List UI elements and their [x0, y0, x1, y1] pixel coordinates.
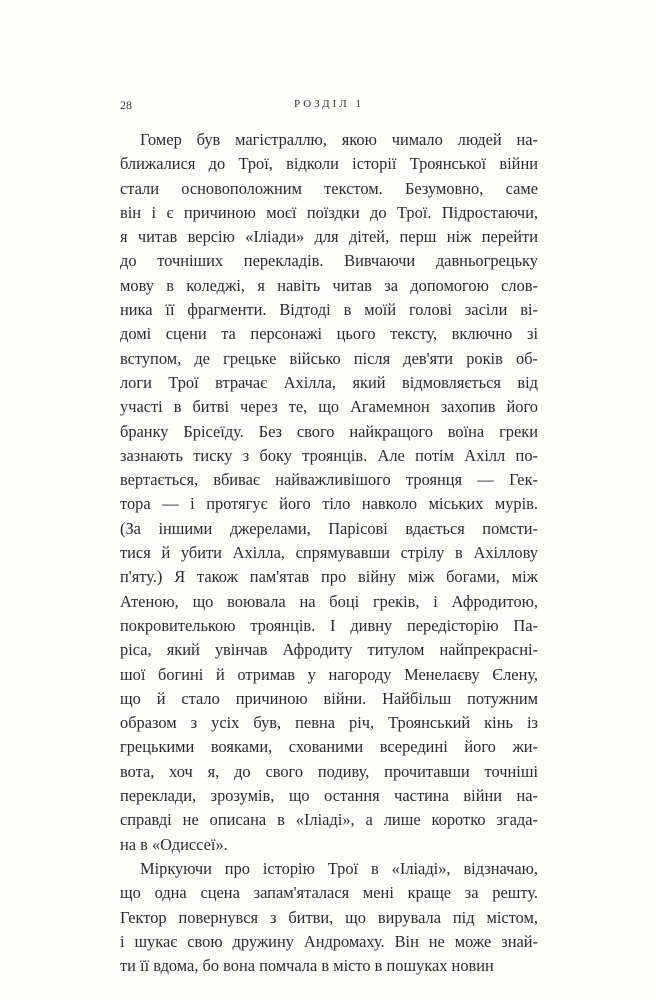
- text-line: мову в коледжі, я навіть читав за допомогою слов-: [120, 275, 538, 295]
- text-line: переклади, зрозумів, що остання частина війни на-: [120, 786, 538, 806]
- text-line: Гомер був магістраллю, якою чимало людей на-: [140, 130, 538, 149]
- text-line: логи Трої втрачає Ахілла, який відмовляється від: [120, 372, 538, 392]
- text-line: участі в битві через те, що Агамемнон захопив його: [120, 397, 538, 417]
- text-line: Міркуючи про історію Трої в «Іліаді», відзначаю,: [140, 858, 538, 878]
- text-line: стали основоположним текстом. Безумовно, саме: [120, 178, 538, 198]
- text-line: шої богині й отримав у нагороду Менелаєву Єлену,: [120, 664, 538, 684]
- text-line: вступом, де грецьке військо після дев'яти років об-: [120, 348, 538, 368]
- text-line: він і є причиною моєї поїздки до Трої. Підростаючи,: [120, 202, 538, 222]
- text-line: ника її фрагменти. Відтоді в моїй голові засіли ві-: [120, 300, 538, 320]
- text-line: що одна сцена запам'яталася мені краще за решту.: [120, 883, 538, 903]
- text-line: справді не описана в «Іліаді», а лише коротко згада-: [120, 810, 538, 830]
- chapter-label: РОЗДІЛ 1: [294, 98, 364, 110]
- text-line: грецькими вояками, схованими всередині його жи-: [120, 737, 538, 757]
- text-line: на в «Одиссеї».: [120, 834, 228, 854]
- text-line: ближалися до Трої, відколи історії Троянської війни: [120, 154, 538, 174]
- text-line: що й стало причиною війни. Найбільш потужним: [120, 688, 538, 708]
- text-line: зазнають тиску з боку троянців. Але потім Ахілл по-: [120, 445, 538, 465]
- running-head: [120, 98, 538, 118]
- page-number: 28: [120, 98, 132, 112]
- text-line: (За іншими джерелами, Парісові вдається помсти-: [120, 518, 538, 538]
- text-line: бранку Брісеїду. Без свого найкращого воїна греки: [120, 421, 538, 441]
- text-line: ріса, який увінчав Афродиту титулом найпрекрасні-: [120, 640, 538, 660]
- text-line: вота, хоч я, до свого подиву, прочитавши точніші: [120, 761, 538, 781]
- text-line: вертається, вбиває найважливішого троянця — Гек-: [120, 470, 538, 490]
- text-line: Гектор повернувся з битви, що вирувала під містом,: [120, 907, 538, 927]
- text-line: тора — і протягує його тіло навколо міських мурів.: [120, 494, 538, 514]
- body-text: [120, 128, 538, 978]
- text-line: і шукає свою дружину Андромаху. Він не може знай-: [120, 931, 538, 951]
- text-line: покровителькою троянців. І дивну передісторію Па-: [120, 615, 538, 635]
- text-line: домі сцени та персонажі цього тексту, включно зі: [120, 324, 538, 344]
- text-line: тися й убити Ахілла, спрямувавши стрілу в Ахіллову: [120, 543, 538, 563]
- text-line: я читав версію «Іліади» для дітей, перш ніж перейти: [120, 227, 538, 247]
- text-line: до точніших перекладів. Вивчаючи давньогрецьку: [120, 251, 538, 271]
- text-line: образом з усіх був, певна річ, Троянський кінь із: [120, 713, 538, 733]
- text-line: Атеною, що воювала на боці греків, і Афродитою,: [120, 591, 538, 611]
- text-line: ти її вдома, бо вона помчала в місто в пошуках новин: [120, 956, 494, 976]
- text-line: п'яту.) Я також пам'ятав про війну між богами, між: [120, 567, 538, 587]
